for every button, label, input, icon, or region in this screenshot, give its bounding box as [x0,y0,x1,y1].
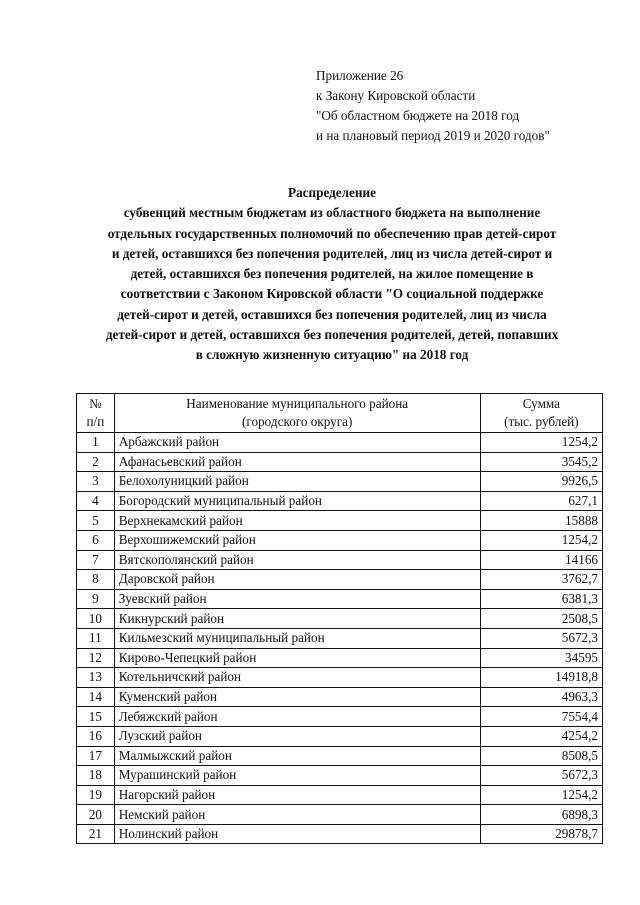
row-number: 19 [77,785,115,805]
title-line: отдельных государственных полномочий по обеспечению прав детей-сирот [107,225,557,241]
header-name-line-2: (городского округа) [242,414,353,429]
table-body [77,433,603,844]
table-row [77,472,603,492]
subvention-table [76,393,603,844]
title-line: Распределение [288,185,376,200]
district-name: Котельничский район [114,668,480,688]
row-number: 16 [77,726,115,746]
district-name: Даровской район [114,570,480,590]
district-name: Верхнекамский район [114,511,480,531]
title-line: детей-сирот и детей, оставшихся без попечения родителей, детей, попавших [105,327,559,343]
title-line: детей-сирот и детей, оставшихся без попечения родителей, лиц из числа [117,306,547,322]
district-name: Куменский район [114,687,480,707]
appendix-header-line: и на плановый период 2019 и 2020 годов" [316,128,550,143]
subvention-amount: 14918,8 [480,668,602,688]
table-row [77,746,603,766]
district-name: Арбажский район [114,433,480,453]
subvention-amount: 14166 [480,550,602,570]
row-number: 9 [77,589,115,609]
district-name: Богородский муниципальный район [114,491,480,511]
appendix-header-line: Приложение 26 [316,68,404,83]
district-name: Кильмезский муниципальный район [114,628,480,648]
subvention-amount: 1254,2 [480,433,602,453]
row-number: 12 [77,648,115,668]
subvention-amount: 627,1 [480,491,602,511]
table-row [77,687,603,707]
row-number: 14 [77,687,115,707]
district-name: Вятскополянский район [114,550,480,570]
subvention-amount: 4254,2 [480,726,602,746]
row-number: 15 [77,707,115,727]
column-header-number [77,394,115,433]
district-name: Нолинский район [114,824,480,844]
district-name: Кирово-Чепецкий район [114,648,480,668]
subvention-amount: 3762,7 [480,570,602,590]
table-row [77,707,603,727]
row-number: 1 [77,433,115,453]
table-row [77,668,603,688]
column-header-name [114,394,480,433]
row-number: 7 [77,550,115,570]
district-name: Лузский район [114,726,480,746]
row-number: 5 [77,511,115,531]
column-header-sum [480,394,602,433]
title-line: в сложную жизненную ситуацию" на 2018 год [195,347,469,363]
subvention-amount: 7554,4 [480,707,602,727]
table-row [77,824,603,844]
row-number: 11 [77,628,115,648]
title-line: соответствии с Законом Кировской области "О социальной поддержке [120,286,544,302]
subvention-amount: 29878,7 [480,824,602,844]
district-name: Белохолуницкий район [114,472,480,492]
district-name: Кикнурский район [114,609,480,629]
table-row [77,589,603,609]
subvention-amount: 8508,5 [480,746,602,766]
table-row [77,726,603,746]
district-name: Малмыжский район [114,746,480,766]
header-number-line-1: № [89,396,102,411]
district-name: Лебяжский район [114,707,480,727]
header-name-line-1: Наименование муниципального района [186,396,409,411]
row-number: 13 [77,668,115,688]
title-line: детей, оставшихся без попечения родителей, на жилое помещение в [130,266,534,282]
subvention-amount: 1254,2 [480,530,602,550]
appendix-header-line: "Об областном бюджете на 2018 год [316,108,520,123]
row-number: 8 [77,570,115,590]
subvention-amount: 5672,3 [480,628,602,648]
district-name: Нагорский район [114,785,480,805]
row-number: 18 [77,766,115,786]
table-row [77,766,603,786]
title-line: и детей, оставшихся без попечения родителей, лиц из числа детей-сирот и [111,245,553,261]
table-row [77,550,603,570]
row-number: 21 [77,824,115,844]
district-name: Зуевский район [114,589,480,609]
district-name: Верхошижемский район [114,530,480,550]
table-row [77,511,603,531]
document-title [62,183,602,366]
row-number: 3 [77,472,115,492]
subvention-amount: 1254,2 [480,785,602,805]
district-name: Мурашинский район [114,766,480,786]
row-number: 10 [77,609,115,629]
table-header-row [77,394,603,433]
title-line: субвенций местным бюджетам из областного бюджета на выполнение [123,205,541,221]
table-row [77,785,603,805]
row-number: 20 [77,805,115,825]
appendix-header-line: к Закону Кировской области [316,88,476,103]
row-number: 6 [77,530,115,550]
subvention-amount: 6898,3 [480,805,602,825]
header-sum-line-1: Сумма [522,396,561,411]
subvention-amount: 2508,5 [480,609,602,629]
subvention-amount: 3545,2 [480,452,602,472]
district-name: Афанасьевский район [114,452,480,472]
row-number: 2 [77,452,115,472]
table-row [77,609,603,629]
table-row [77,491,603,511]
table-row [77,805,603,825]
subvention-amount: 34595 [480,648,602,668]
header-sum-line-2: (тыс. рублей) [504,414,579,429]
subvention-amount: 15888 [480,511,602,531]
table-row [77,433,603,453]
district-name: Немский район [114,805,480,825]
subvention-amount: 6381,3 [480,589,602,609]
table-row [77,530,603,550]
header-number-line-2: п/п [86,414,105,429]
appendix-header [316,66,550,146]
table-row [77,452,603,472]
table-row [77,628,603,648]
subvention-amount: 4963,3 [480,687,602,707]
subvention-amount: 5672,3 [480,766,602,786]
row-number: 17 [77,746,115,766]
table-row [77,648,603,668]
subvention-amount: 9926,5 [480,472,602,492]
row-number: 4 [77,491,115,511]
table-row [77,570,603,590]
